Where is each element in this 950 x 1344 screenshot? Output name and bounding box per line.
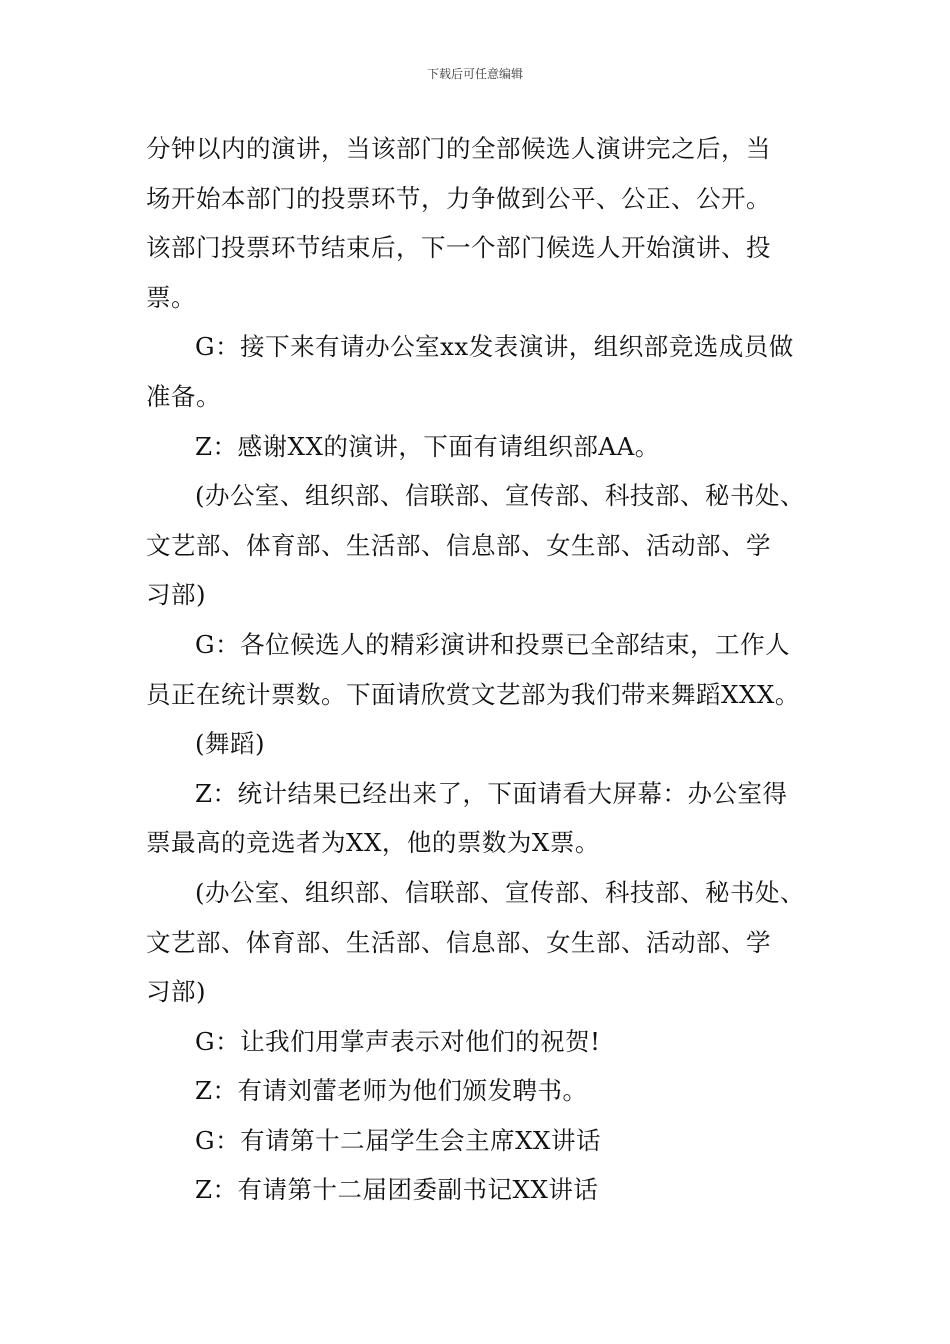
page-header: 下载后可任意编辑: [426, 67, 523, 81]
paragraph-8: (办公室、组织部、信联部、宣传部、科技部、秘书处、 文艺部、体育部、生活部、信息部、女生部、活动部、学 习部): [146, 877, 806, 1007]
paragraph-1: 分钟以内的演讲，当该部门的全部候选人演讲完之后，当 场开始本部门的投票环节，力争做到公平、公正、公开。 该部门投票环节结束后，下一个部门候选人开始演讲、投 票。: [146, 134, 771, 312]
paragraph-5: G：各位候选人的精彩演讲和投票已全部结束，工作人 员正在统计票数。下面请欣赏文艺部为我们带来舞蹈XXX。: [146, 629, 800, 709]
paragraph-9: G：让我们用掌声表示对他们的祝贺!: [195, 1026, 601, 1056]
document-body: [146, 124, 836, 1215]
paragraph-10: Z：有请刘蕾老师为他们颁发聘书。: [195, 1076, 588, 1106]
paragraph-11: G：有请第十二届学生会主席XX讲话: [195, 1125, 601, 1155]
paragraph-12: Z：有请第十二届团委副书记XX讲话: [195, 1175, 599, 1205]
paragraph-2: G：接下来有请办公室xx发表演讲，组织部竞选成员做 准备。: [146, 332, 794, 411]
paragraph-6: (舞蹈): [195, 729, 266, 759]
paragraph-7: Z：统计结果已经出来了，下面请看大屏幕：办公室得 票最高的竞选者为XX，他的票数为X票。: [146, 778, 788, 858]
paragraph-3: Z：感谢XX的演讲，下面有请组织部AA。: [195, 431, 660, 461]
paragraph-4: (办公室、组织部、信联部、宣传部、科技部、秘书处、 文艺部、体育部、生活部、信息部、女生部、活动部、学 习部): [146, 481, 806, 610]
